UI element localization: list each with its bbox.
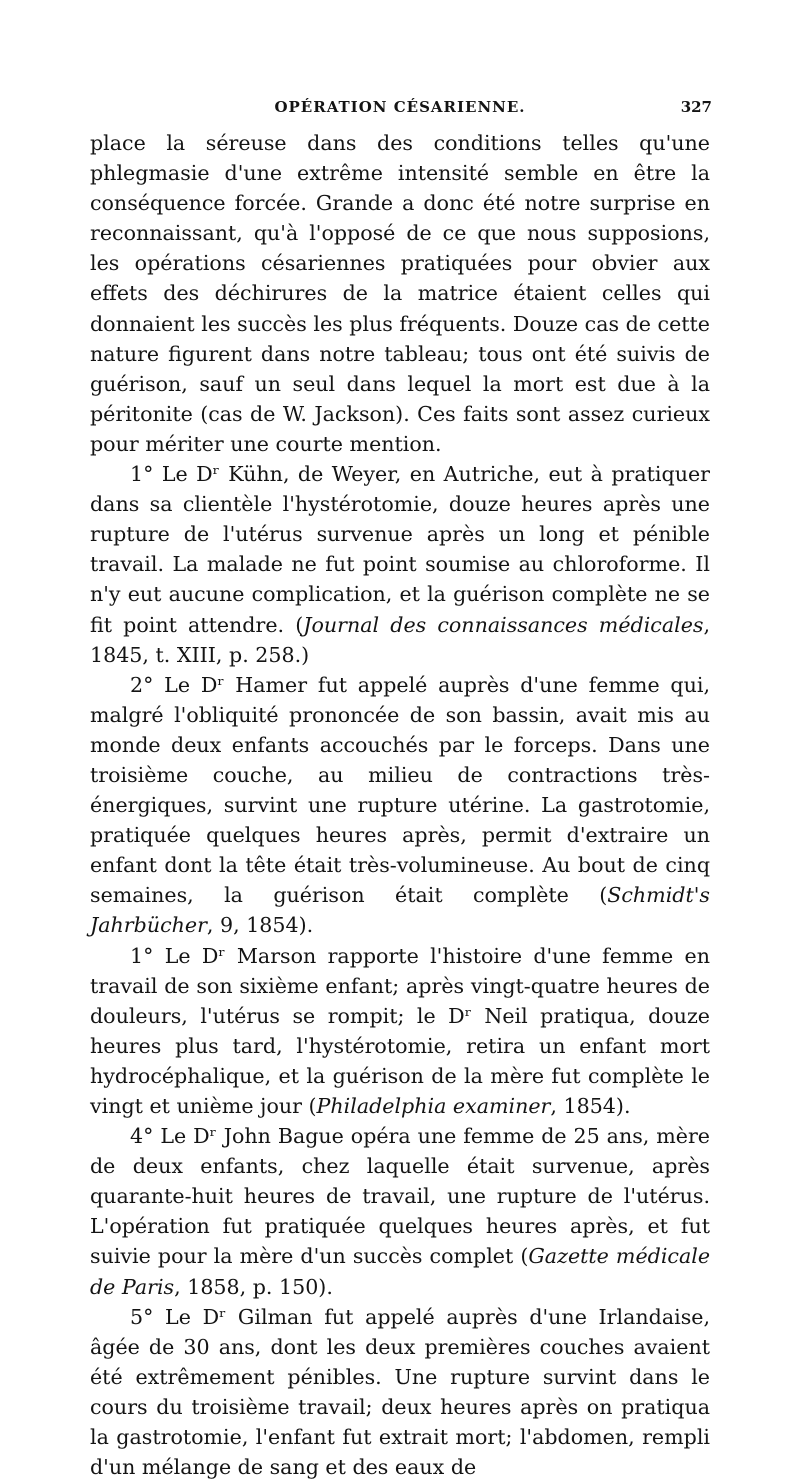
paragraph-intro bbox=[90, 128, 710, 459]
paragraph-text: 1° Le Dʳ Kühn, de Weyer, en Autriche, eut à pratiquer dans sa clientèle l'hystérotomie, douze heures après une rupture de l'utérus survenue après un long et pénible travail. La malade ne fut point soumise au chloroforme. Il n'y eut aucune complication, et la guérison complète ne se fit point attendre. ( bbox=[90, 462, 710, 637]
paragraph-case-kuhn bbox=[90, 459, 710, 670]
citation-title: Schmidt's Jahrbücher bbox=[90, 883, 710, 938]
citation-details: , 1854). bbox=[550, 1094, 631, 1118]
page-body bbox=[90, 128, 710, 1482]
paragraph-case-marson bbox=[90, 941, 710, 1122]
page-header bbox=[90, 98, 710, 124]
paragraph-case-gilman bbox=[90, 1302, 710, 1482]
paragraph-text: 1° Le Dʳ Marson rapporte l'histoire d'une femme en travail de son sixième enfant; après vingt-quatre heures de douleurs, l'utérus se rompit; le Dʳ Neil pratiqua, douze heures plus tard, l'hystérotomie, retira un enfant mort hydrocéphalique, et la guérison de la mère fut complète le vingt et unième jour ( bbox=[90, 943, 710, 1118]
paragraph-text: 2° Le Dʳ Hamer fut appelé auprès d'une femme qui, malgré l'obliquité prononcée de son bassin, avait mis au monde deux enfants accouchés par le forceps. Dans une troisième couche, au milieu de contractions très-énergiques, survint une rupture utérine. La gastrotomie, pratiquée quelques heures après, permit d'extraire un enfant dont la tête était très-volumineuse. Au bout de cinq semaines, la guérison était complète ( bbox=[90, 672, 710, 908]
page-number: 327 bbox=[680, 98, 712, 116]
paragraph-text: 5° Le Dʳ Gilman fut appelé auprès d'une Irlandaise, âgée de 30 ans, dont les deux premières couches avaient été extrêmement pénibles. Une rupture survint dans le cours du troisième travail; deux heures après on pratiqua la gastrotomie, l'enfant fut extrait mort; l'abdomen, rempli d'un mélange de sang et des eaux de bbox=[90, 1304, 710, 1480]
citation-title: Gazette médicale de Paris bbox=[90, 1244, 711, 1299]
book-page bbox=[90, 98, 710, 1482]
citation-details: , 1858, p. 150). bbox=[174, 1274, 333, 1299]
citation-title: Philadelphia examiner bbox=[316, 1094, 551, 1118]
paragraph-text: place la séreuse dans des conditions telles qu'une phlegmasie d'une extrême intensité semble en être la conséquence forcée. Grande a donc été notre surprise en reconnaissant, qu'à l'opposé de ce que nous supposions, les opérations césariennes pratiquées pour obvier aux effets des déchirures de la matrice étaient celles qui donnaient les succès les plus fréquents. Douze cas de cette nature figurent dans notre tableau; tous ont été suivis de guérison, sauf un seul dans lequel la mort est due à la péritonite (cas de W. Jackson). Ces faits sont assez curieux pour mériter une courte mention. bbox=[90, 131, 710, 456]
citation-title: Journal des connaissances médicales bbox=[303, 612, 704, 637]
citation-details: , 9, 1854). bbox=[206, 913, 314, 938]
paragraph-text: 4° Le Dʳ John Bague opéra une femme de 25 ans, mère de deux enfants, chez laquelle était survenue, après quarante-huit heures de travail, une rupture de l'utérus. L'opération fut pratiquée quelques heures après, et fut suivie pour la mère d'un succès complet ( bbox=[90, 1124, 710, 1269]
running-title: OPÉRATION CÉSARIENNE. bbox=[274, 98, 526, 116]
citation-details: , 1845, t. XIII, p. 258.) bbox=[90, 612, 710, 667]
paragraph-case-hamer bbox=[90, 670, 710, 941]
paragraph-case-bague bbox=[90, 1121, 710, 1302]
